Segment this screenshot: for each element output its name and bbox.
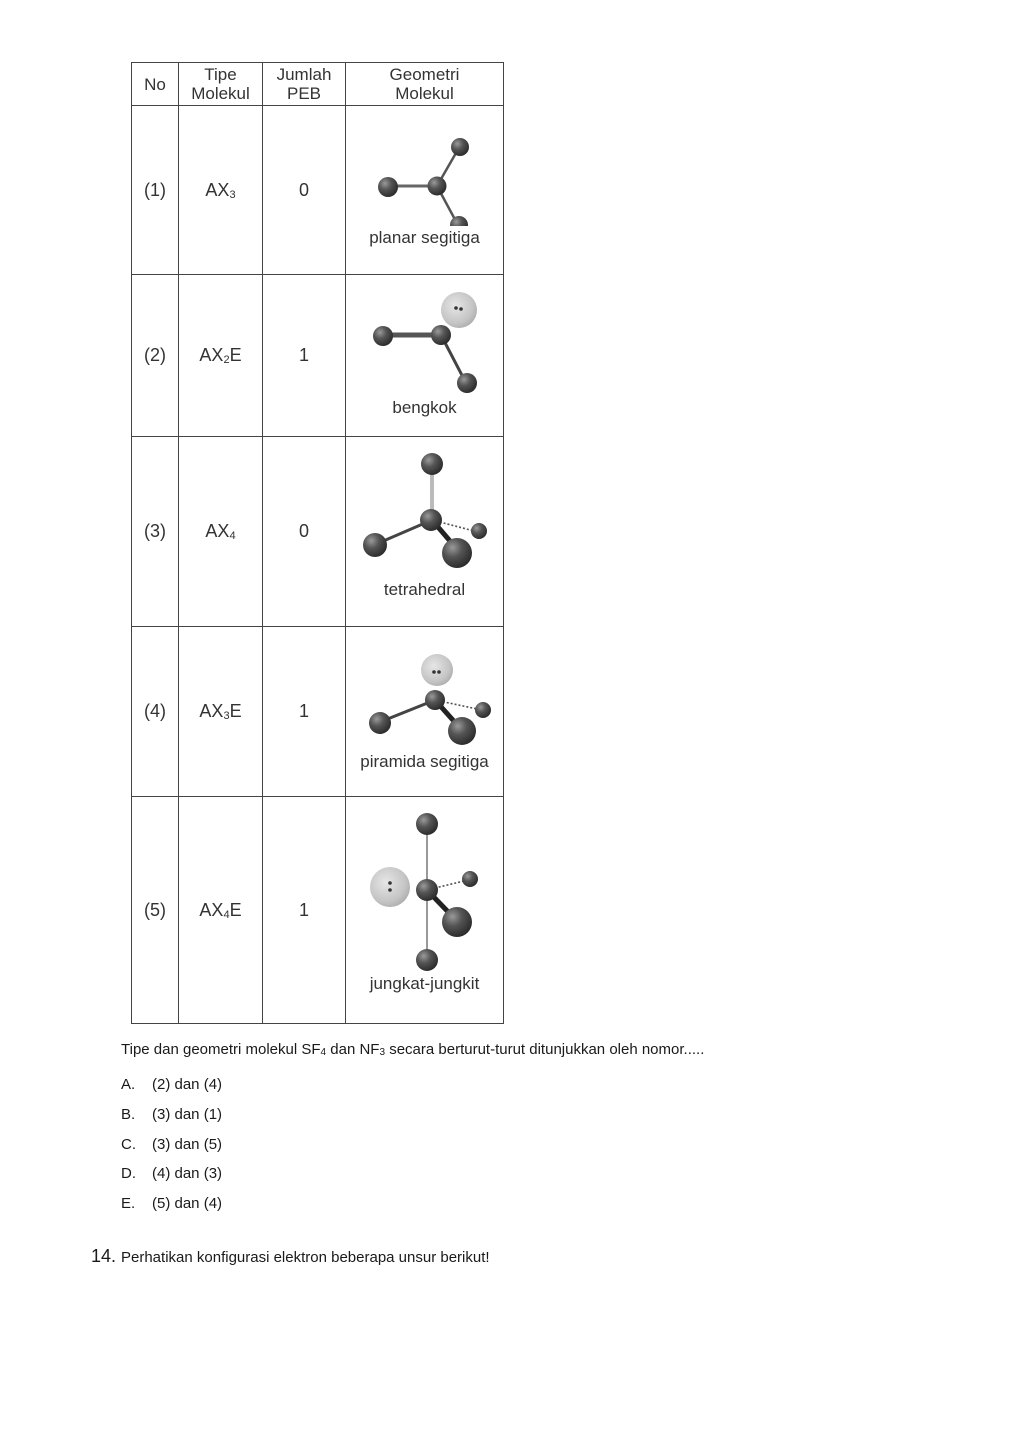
geometry-cell (346, 275, 504, 437)
answer-options (121, 1070, 222, 1218)
molecule-type: $AX_3E$ (179, 627, 263, 797)
geometry-cell (346, 106, 504, 275)
answer-option-e[interactable]: E. (5) dan (4) (121, 1195, 223, 1213)
question-number: 14. (91, 1246, 117, 1266)
lone-pair-count: 1 (263, 797, 346, 1024)
table-row (132, 627, 504, 797)
table-row (132, 106, 504, 275)
row-number: (2) (132, 275, 179, 437)
geometry-label: jungkat-jungkit (369, 974, 480, 993)
lone-pair-count: 0 (263, 106, 346, 275)
geometry-cell (346, 437, 504, 627)
lone-pair-count: 1 (263, 275, 346, 437)
row-number: (4) (132, 627, 179, 797)
trigonal-planar-molecule-icon (350, 118, 500, 226)
header-no: No (132, 63, 179, 106)
header-jumlah-peb: Jumlah PEB (263, 63, 346, 106)
geometry-cell (346, 797, 504, 1024)
molecule-type: $AX_4E$ (179, 797, 263, 1024)
row-number: (3) (132, 437, 179, 627)
row-number: (5) (132, 797, 179, 1024)
geometry-label: tetrahedral (383, 579, 466, 599)
answer-option-b[interactable]: B. (3) dan (1) (121, 1106, 223, 1124)
molecule-type: $AX_3$ (179, 106, 263, 275)
header-tipe-molekul: Tipe Molekul (179, 63, 263, 106)
question-prompt: Perhatikan konfigurasi elektron beberapa unsur berikut! (121, 1249, 490, 1266)
molecular-geometry-table (131, 62, 504, 1024)
bent-molecule-icon (350, 288, 500, 396)
table-row (132, 437, 504, 627)
geometry-label: planar segitiga (369, 228, 480, 247)
tetrahedral-molecule-icon (350, 450, 500, 578)
answer-option-d[interactable]: D. (4) dan (3) (121, 1165, 223, 1183)
trigonal-pyramidal-molecule-icon (350, 642, 500, 750)
table-row (132, 275, 504, 437)
seesaw-molecule-icon (350, 812, 500, 972)
geometry-label: bengkok (392, 397, 457, 417)
lone-pair-count: 0 (263, 437, 346, 627)
molecule-type: $AX_2E$ (179, 275, 263, 437)
next-question (91, 1246, 490, 1267)
geometry-cell (346, 627, 504, 797)
answer-option-c[interactable]: C. (3) dan (5) (121, 1135, 223, 1153)
row-number: (1) (132, 106, 179, 275)
molecule-type: $AX_4$ (179, 437, 263, 627)
geometry-label: piramida segitiga (360, 751, 489, 771)
question-text: Tipe dan geometri molekul $SF_4$ dan $NF_3$ secara berturut-turut ditunjukkan oleh nomor..... (121, 1041, 705, 1058)
table-row (132, 797, 504, 1024)
lone-pair-count: 1 (263, 627, 346, 797)
header-geometri-molekul: Geometri Molekul (346, 63, 504, 106)
table-header-row (132, 63, 504, 106)
answer-option-a[interactable]: A. (2) dan (4) (121, 1076, 223, 1094)
